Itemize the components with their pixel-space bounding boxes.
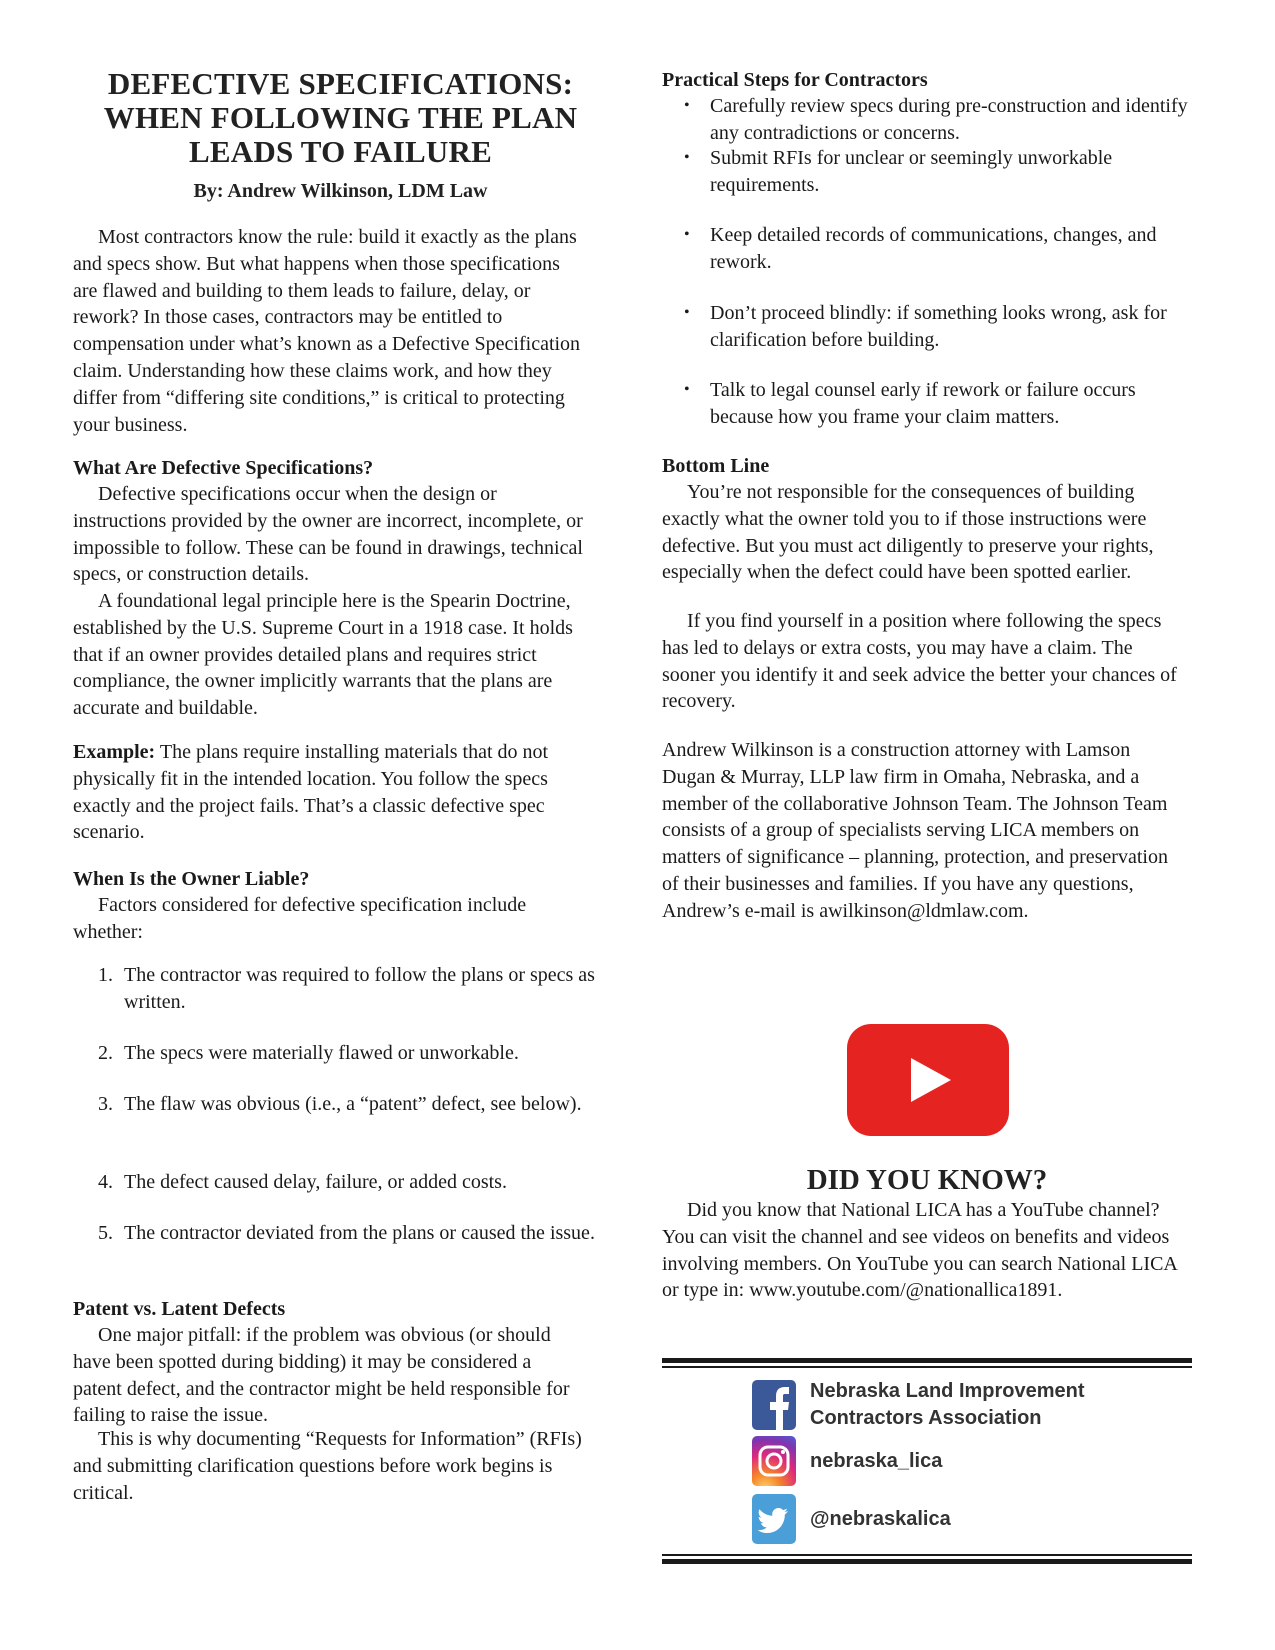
bullet-icon: •	[684, 381, 690, 398]
factor-item-1	[98, 962, 612, 1016]
author-bio: Andrew Wilkinson is a construction attorney with Lamson Dugan & Murray, LLP law firm in Omaha, Nebraska, and a member of the collaborative Johnson Team. The Johnson Team consists of a group of specialists serving LICA members on matters of significance – planning, protection, and preservation of their businesses and families. If you have any questions, Andrew’s e-mail is awilkinson@ldmlaw.com.	[662, 739, 1168, 922]
facebook-row[interactable]	[752, 1378, 1085, 1432]
patent-paragraph-2: This is why documenting “Requests for Information” (RFIs) and submitting clarification questions before work begins is critical.	[73, 1428, 582, 1504]
example-label: Example:	[73, 741, 156, 763]
step-text: Carefully review specs during pre-construction and identify any contradictions or concerns.	[710, 95, 1188, 144]
twitter-icon[interactable]	[752, 1494, 796, 1544]
factor-number: 5.	[98, 1222, 113, 1244]
step-item-2	[662, 145, 1192, 199]
factor-text: The specs were materially flawed or unworkable.	[124, 1042, 519, 1064]
step-text: Don’t proceed blindly: if something looks wrong, ask for clarification before building.	[710, 302, 1167, 351]
step-item-5	[662, 377, 1192, 431]
bullet-icon: •	[684, 149, 690, 166]
what-heading: What Are Defective Specifications?	[73, 457, 374, 479]
twitter-row[interactable]	[752, 1494, 951, 1544]
factor-number: 2.	[98, 1042, 113, 1064]
example-text: The plans require installing materials that do not physically fit in the intended location. You follow the specs exactly and the project fails. That’s a classic defective spec scenario.	[73, 741, 549, 844]
bullet-icon: •	[684, 97, 690, 114]
step-item-1	[662, 93, 1192, 147]
divider-top-thick	[662, 1358, 1192, 1363]
step-text: Submit RFIs for unclear or seemingly unworkable requirements.	[710, 147, 1113, 196]
bottom-line-heading: Bottom Line	[662, 455, 770, 477]
divider-bottom-thick	[662, 1559, 1192, 1564]
patent-paragraph-1: One major pitfall: if the problem was obvious (or should have been spotted during bidding) it may be considered a patent defect, and the contractor might be held responsible for failing to raise the issue.	[73, 1324, 570, 1427]
what-paragraph-2: A foundational legal principle here is the Spearin Doctrine, established by the U.S. Supreme Court in a 1918 case. It holds that if an owner provides detailed plans and requires strict compliance, the owner implicitly warrants that the plans are accurate and buildable.	[73, 590, 573, 720]
twitter-label[interactable]: @nebraskalica	[810, 1507, 951, 1530]
step-item-3	[662, 222, 1192, 276]
factor-number: 1.	[98, 964, 113, 986]
factor-number: 4.	[98, 1171, 113, 1193]
bullet-icon: •	[684, 226, 690, 243]
what-paragraph-1: Defective specifications occur when the design or instructions provided by the owner are incorrect, incomplete, or impossible to follow. These can be found in drawings, technical specs, or construction details.	[73, 483, 583, 586]
factor-number: 3.	[98, 1093, 113, 1115]
byline: By: Andrew Wilkinson, LDM Law	[193, 180, 488, 202]
article-title	[73, 67, 608, 169]
bottom-line-paragraph-2: If you find yourself in a position where following the specs has led to delays or extra costs, you may have a claim. The sooner you identify it and seek advice the better your chances of recovery.	[662, 610, 1177, 713]
step-text: Talk to legal counsel early if rework or failure occurs because how you frame your claim matters.	[710, 379, 1136, 428]
did-you-know-heading: DID YOU KNOW?	[806, 1164, 1048, 1196]
title-line-3: LEADS TO FAILURE	[189, 134, 492, 169]
factor-text: The defect caused delay, failure, or added costs.	[124, 1171, 507, 1193]
factor-item-4	[98, 1169, 612, 1196]
title-line-2: WHEN FOLLOWING THE PLAN	[103, 100, 578, 135]
youtube-logo[interactable]	[847, 1024, 1009, 1136]
play-icon	[847, 1024, 1009, 1136]
instagram-label[interactable]: nebraska_lica	[810, 1449, 943, 1472]
instagram-icon[interactable]	[752, 1436, 796, 1486]
liable-intro: Factors considered for defective specification include whether:	[73, 894, 527, 943]
facebook-label-line-1: Nebraska Land Improvement	[810, 1380, 1085, 1402]
facebook-label[interactable]	[810, 1378, 1085, 1432]
patent-heading: Patent vs. Latent Defects	[73, 1298, 286, 1320]
intro-paragraph: Most contractors know the rule: build it exactly as the plans and specs show. But what happens when those specifications are flawed and building to them leads to failure, delay, or rework? In those cases, contractors may be entitled to compensation under what’s known as a Defective Specification claim. Understanding how these claims work, and how they differ from “differing site conditions,” is critical to protecting your business.	[73, 226, 581, 436]
factor-item-3	[98, 1091, 594, 1118]
did-you-know-text: Did you know that National LICA has a YouTube channel? You can visit the channel and see videos on benefits and videos involving members. On YouTube you can search National LICA or type in: www.youtube.com/@nationallica1891.	[662, 1199, 1177, 1302]
factor-item-2	[98, 1040, 612, 1067]
divider-top-thin	[662, 1366, 1192, 1368]
instagram-row[interactable]	[752, 1436, 942, 1486]
title-line-1: DEFECTIVE SPECIFICATIONS:	[107, 66, 574, 101]
liable-heading: When Is the Owner Liable?	[73, 868, 310, 890]
factor-item-5	[98, 1220, 612, 1247]
bottom-line-paragraph-1: You’re not responsible for the consequences of building exactly what the owner told you to if those instructions were defective. But you must act diligently to preserve your rights, especially when the defect could have been spotted earlier.	[662, 481, 1154, 584]
step-item-4	[662, 300, 1192, 354]
factor-text: The contractor was required to follow the plans or specs as written.	[124, 964, 595, 1013]
example-paragraph	[73, 739, 593, 846]
step-text: Keep detailed records of communications, changes, and rework.	[710, 224, 1157, 273]
steps-heading: Practical Steps for Contractors	[662, 69, 928, 91]
factor-text: The flaw was obvious (i.e., a “patent” defect, see below).	[124, 1093, 582, 1115]
bullet-icon: •	[684, 304, 690, 321]
divider-bottom-thin	[662, 1554, 1192, 1556]
facebook-icon[interactable]	[752, 1380, 796, 1430]
facebook-label-line-2: Contractors Association	[810, 1407, 1042, 1429]
factor-text: The contractor deviated from the plans or caused the issue.	[124, 1222, 595, 1244]
